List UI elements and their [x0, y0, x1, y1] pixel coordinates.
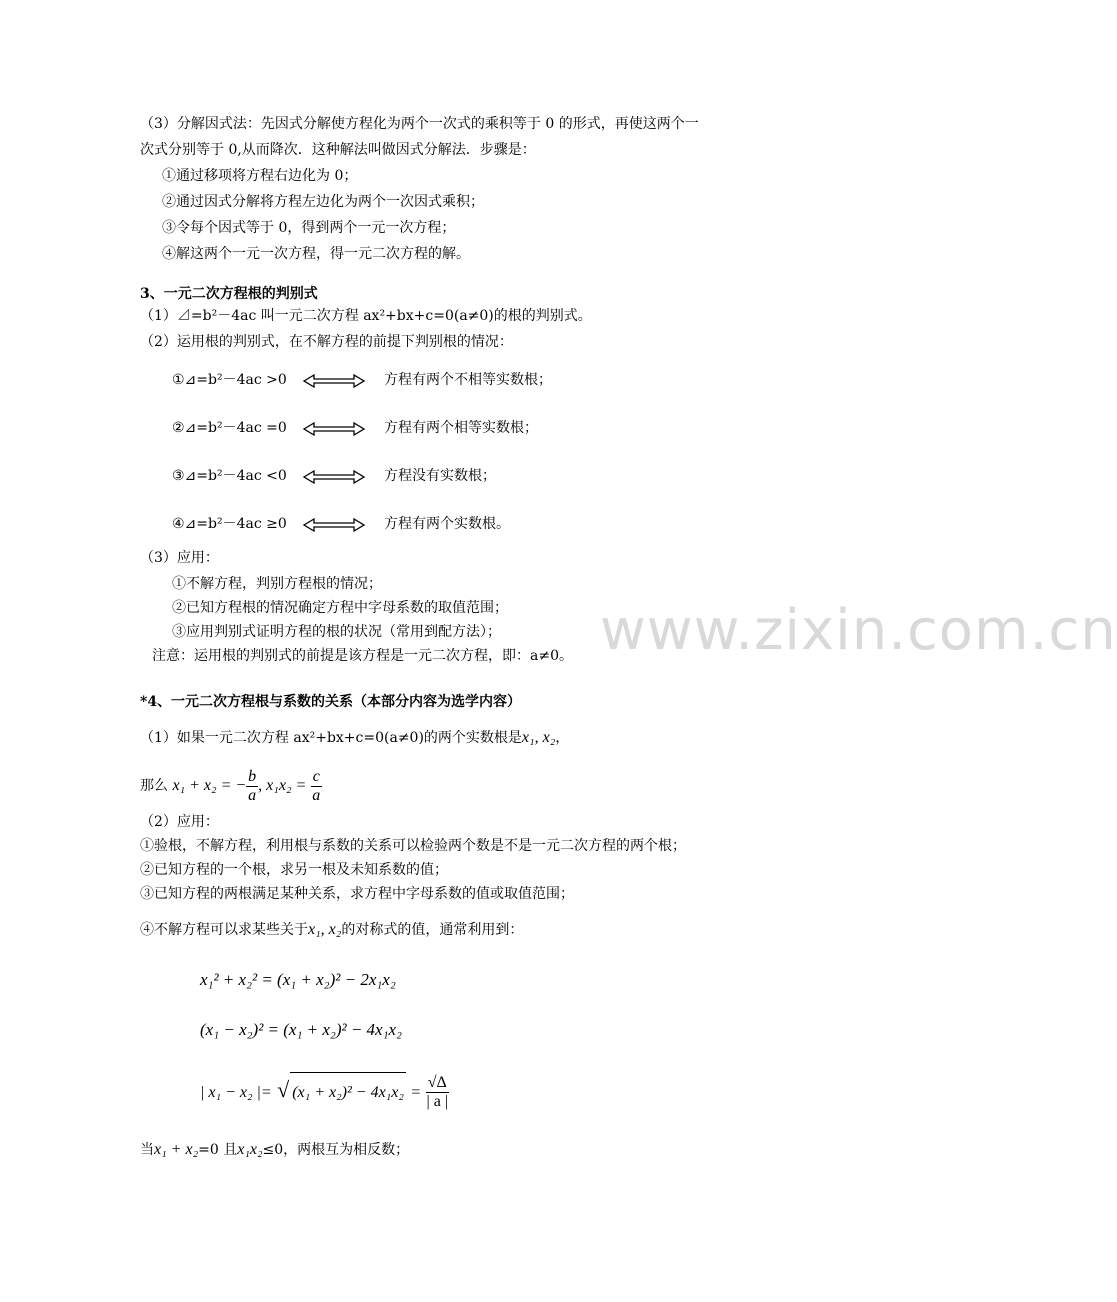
- fraction-c-over-a: [311, 768, 322, 805]
- vieta-heading: *4、一元二次方程根与系数的关系（本部分内容为选学内容）: [140, 694, 522, 710]
- identity-2: (x₁ − x₂)² = (x₁ + x₂)² − 4x₁x₂: [200, 1020, 402, 1039]
- factor-step-1: ①通过移项将方程右边化为 0；: [162, 168, 358, 184]
- case-2-condition: ②⊿=b²－4ac =0: [172, 420, 287, 436]
- abs-difference: | x₁ − x₂ |=: [200, 1084, 272, 1101]
- vieta-app-4-pre: ④不解方程可以求某些关于: [140, 922, 308, 938]
- opposite-roots-line: [140, 1140, 409, 1160]
- vieta-app-1: ①验根，不解方程，利用根与系数的关系可以检验两个数是不是一元二次方程的两个根；: [140, 838, 686, 854]
- opposite-pre: 当: [140, 1142, 154, 1158]
- vieta-app-3: ③已知方程的两根满足某种关系，求方程中字母系数的值或取值范围；: [140, 886, 574, 902]
- sqrt-radicand: (x₁ + x₂)² − 4x₁x₂: [290, 1072, 406, 1113]
- application-2: ②已知方程根的情况确定方程中字母系数的取值范围；: [172, 600, 508, 616]
- application-title: （3）应用：: [140, 550, 219, 566]
- fraction-denominator: a: [312, 786, 321, 804]
- discriminant-heading: 3、一元二次方程根的判别式: [140, 286, 318, 302]
- fraction-denominator: a: [248, 786, 257, 804]
- vieta-app-4: [140, 920, 523, 940]
- vieta-app-4-vars: x₁, x₂: [308, 921, 342, 938]
- identity-3: [200, 1070, 449, 1113]
- watermark: www.zixin.com.cn: [600, 598, 1117, 663]
- vieta-app-2: ②已知方程的一个根，求另一根及未知系数的值；: [140, 862, 448, 878]
- vieta-line-1-end: ，: [555, 730, 570, 746]
- factor-method-line-1: （3）分解因式法：先因式分解使方程化为两个一次式的乘积等于 0 的形式，再使这两个一: [140, 116, 699, 132]
- opposite-sum: x₁ + x₂: [154, 1141, 199, 1158]
- factor-step-2: ②通过因式分解将方程左边化为两个一次因式乘积；: [162, 194, 484, 210]
- factor-step-4: ④解这两个一元一次方程，得一元二次方程的解。: [162, 246, 470, 262]
- discriminant-note: 注意：运用根的判别式的前提是该方程是一元二次方程，即：a≠0。: [152, 648, 573, 664]
- vieta-product-formula: , x₁x₂ =: [258, 777, 307, 794]
- application-3: ③应用判别式证明方程的根的状况（常用到配方法）；: [172, 624, 501, 640]
- vieta-roots: x₁, x₂: [521, 729, 556, 746]
- vieta-then: 那么: [140, 778, 168, 794]
- vieta-sum-formula: x₁ + x₂ = −: [172, 777, 247, 794]
- discriminant-definition: （1）⊿=b²－4ac 叫一元二次方程 ax²+bx+c=0(a≠0)的根的判别式。: [140, 308, 592, 324]
- case-1-condition: ①⊿=b²－4ac >0: [172, 372, 287, 388]
- case-4-result: 方程有两个实数根。: [384, 516, 510, 532]
- case-3-condition: ③⊿=b²－4ac <0: [172, 468, 287, 484]
- vieta-app-4-post: 的对称式的值，通常利用到：: [341, 922, 524, 938]
- sqrt-icon: √: [277, 1077, 290, 1102]
- double-arrow-icon: [302, 421, 366, 437]
- identity-1: x₁² + x₂² = (x₁ + x₂)² − 2x₁x₂: [200, 970, 396, 989]
- double-arrow-icon: [302, 469, 366, 485]
- fraction-numerator: c: [312, 767, 320, 785]
- opposite-post: ≤0，两根互为相反数；: [262, 1142, 410, 1158]
- double-arrow-icon: [302, 517, 366, 533]
- vieta-line-1-text: （1）如果一元二次方程 ax²+bx+c=0(a≠0)的两个实数根是: [140, 730, 522, 746]
- fraction-numerator: b: [248, 767, 257, 785]
- fraction-sqrt-delta-over-abs-a: [426, 1074, 449, 1111]
- opposite-product: x₁x₂: [237, 1141, 263, 1158]
- double-arrow-icon: [302, 373, 366, 389]
- factor-method-line-2: 次式分别等于 0,从而降次．这种解法叫做因式分解法．步骤是：: [140, 142, 536, 158]
- application-1: ①不解方程，判别方程根的情况；: [172, 576, 382, 592]
- case-1-result: 方程有两个不相等实数根；: [384, 372, 552, 388]
- fraction-numerator: √Δ: [427, 1074, 447, 1091]
- fraction-b-over-a: [246, 768, 258, 805]
- equals-sign: =: [411, 1084, 421, 1101]
- case-4-condition: ④⊿=b²－4ac ≥0: [172, 516, 287, 532]
- case-3-result: 方程没有实数根；: [384, 468, 496, 484]
- vieta-formula: [140, 766, 322, 806]
- case-2-result: 方程有两个相等实数根；: [384, 420, 538, 436]
- fraction-denominator: | a |: [426, 1093, 449, 1110]
- opposite-mid: =0 且: [198, 1142, 238, 1158]
- discriminant-usage: （2）运用根的判别式，在不解方程的前提下判别根的情况：: [140, 334, 513, 350]
- vieta-app-title: （2）应用：: [140, 814, 219, 830]
- factor-step-3: ③令每个因式等于 0，得到两个一元一次方程；: [162, 220, 456, 236]
- vieta-line-1: [140, 728, 569, 748]
